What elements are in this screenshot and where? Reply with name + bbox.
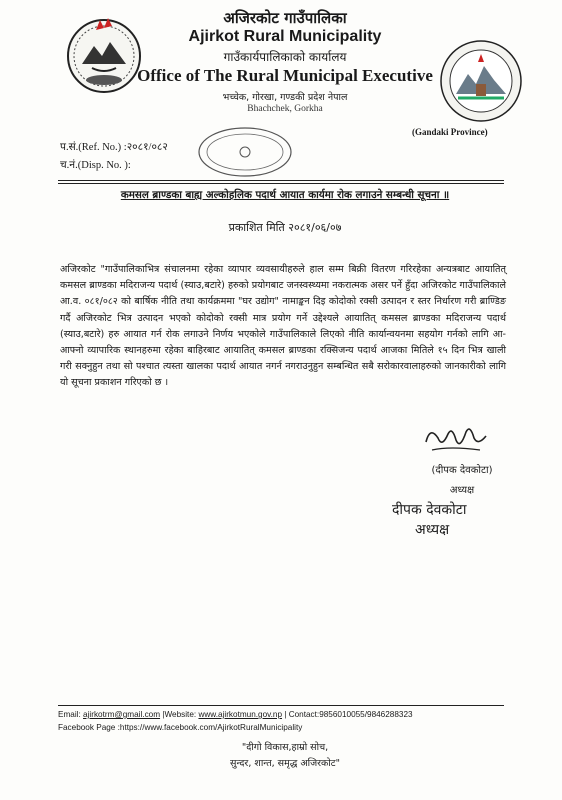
signatory-stamp-name: दीपक देवकोटा	[392, 502, 467, 518]
signature-image	[420, 420, 490, 456]
dispatch-number: च.नं.(Disp. No. ):	[60, 160, 131, 171]
publication-date: प्रकाशित मिति २०८१/०६/०७	[228, 221, 342, 234]
header-divider	[58, 180, 504, 181]
contact-phone: | Contact:9856010055/9846288323	[284, 710, 413, 719]
office-name-nepali: गाउँकार्यपालिकाको कार्यालय	[223, 50, 347, 64]
email-label: Email:	[58, 710, 81, 719]
address-nepali: भच्चेक, गोरखा, गण्डकी प्रदेश नेपाल	[222, 92, 348, 103]
motto-line-1: "दीगो विकास,हाम्रो सोच,	[241, 742, 329, 753]
signatory-stamp-title: अध्यक्ष	[415, 522, 450, 538]
website-label: |Website:	[162, 710, 197, 719]
footer-contact	[58, 710, 508, 719]
facebook-page-link[interactable]: Facebook Page :https://www.facebook.com/AjirkotRuralMunicipality	[58, 723, 303, 732]
reference-number: प.सं.(Ref. No.) :२०८१/०८२	[60, 142, 168, 153]
office-name-english: Office of The Rural Municipal Executive	[137, 66, 433, 85]
website-link[interactable]: www.ajirkotmun.gov.np	[198, 710, 283, 719]
office-stamp	[195, 124, 295, 180]
motto-line-2: सुन्दर, शान्त, समृद्ध अजिरकोट"	[230, 758, 340, 769]
signatory-name: (दीपक देवकोटा)	[431, 465, 493, 476]
province-label: (Gandaki Province)	[412, 127, 488, 137]
municipality-seal-logo	[438, 38, 524, 124]
municipality-name-english: Ajirkot Rural Municipality	[188, 28, 382, 45]
footer-divider	[58, 705, 504, 706]
municipality-name-nepali: अजिरकोट गाउँपालिका	[223, 9, 347, 27]
header-divider-2	[58, 183, 504, 184]
email-link[interactable]: ajirkotrm@gmail.com	[83, 710, 161, 719]
notice-body: अजिरकोट "गाउँपालिकाभित्र संचालनमा रहेका व्यापार व्यवसायीहरुले हाल सम्म बिक्री वितरण गरिरहेका अन्यत्रबाट आयातित् कमसल ब्राण्डका मदिराजन्य पदार्थ (स्याउ,बटारे) हरुको प्रयोगबाट जनस्वस्थ्यमा नकरात्मक असर पर्ने हुँदा अजिरकोट गाउँपालिकाले आ.व. ०८१/०८२ को बार्षिक नीति तथा कार्यक्रममा "घर उद्योग" नामाङ्कन दिइ कोदोको रक्सी उत्पादन र स्तर निर्धारण गरी ब्राण्डिङ गर्दै अजिरकोट भित्र उत्पादन भएको कोदोको रक्सी मात्र प्रयोग गर्ने उद्देश्यले आयातित् कमसल ब्राण्डका मदिराजन्य पदार्थ (स्याउ,बटारे) हरु आयात गर्न रोक लगाउने निर्णय भएकोले गाउँपालिकाले लिएको नीति कार्यान्वयनमा सहयोग गर्नको लागि आ-आफ्नो व्यापारिक स्थानहरुमा रहेका बाहिरबाट आयातित् कमसल ब्राण्डका रक्सिजन्य पदार्थ आजका मितिले १५ दिन भित्र खाली गरी सक्नुहुन तथा सो पश्चात त्यस्ता खालका पदार्थ आयात नगर्न नगराउनुहुन सम्बन्धित सबै सरोकारवालाहरुको जानकारीको लागि यो सूचना प्रकाशन गरिएको छ ।	[60, 264, 507, 389]
address-english: Bhachchek, Gorkha	[247, 104, 323, 114]
signatory-title: अध्यक्ष	[449, 485, 475, 496]
notice-subject: कमसल ब्राण्डका बाह्य अल्कोहलिक पदार्थ आयात कार्यमा रोक लगाउने सम्बन्धी सूचना ॥	[120, 189, 450, 201]
